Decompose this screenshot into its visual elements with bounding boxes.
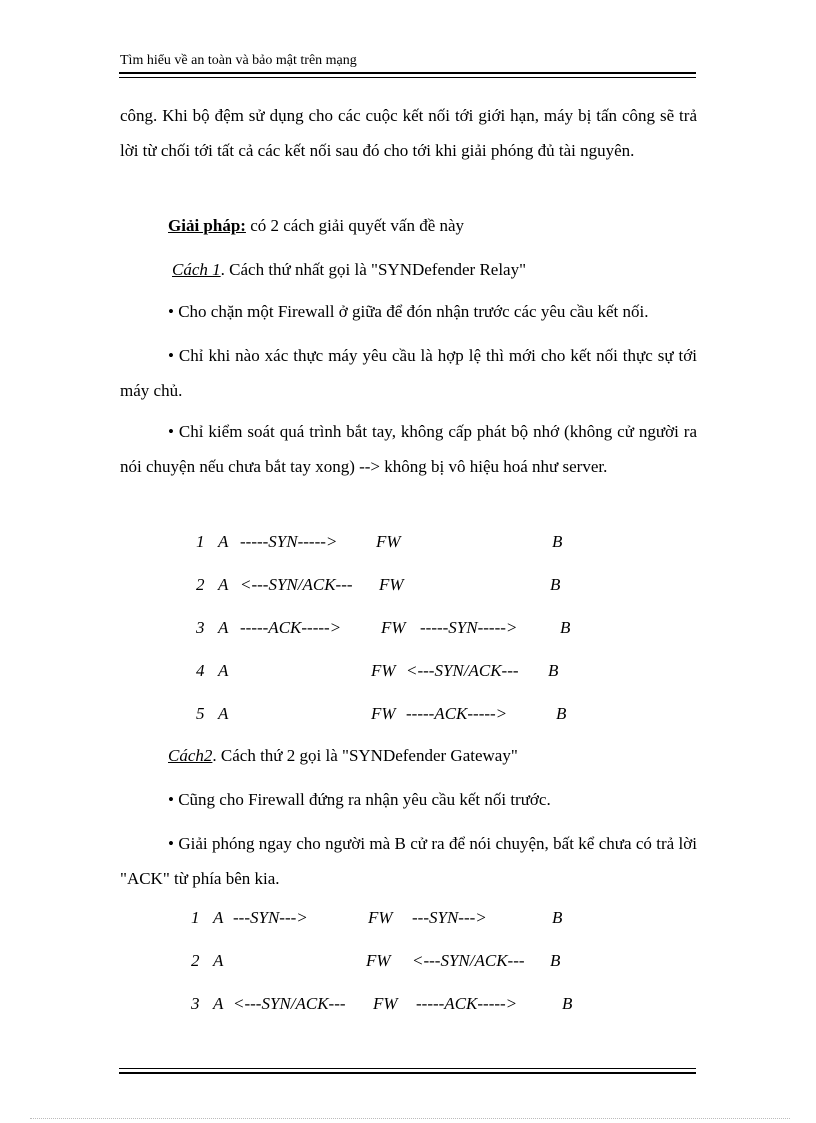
flow-fw: FW	[371, 704, 396, 723]
running-header: Tìm hiểu về an toàn và bảo mật trên mạng	[120, 53, 357, 68]
flow-msg2: -----ACK----->	[416, 994, 518, 1013]
flow-a: A	[213, 951, 224, 970]
method1-text: . Cách thứ nhất gọi là "SYNDefender Relay"	[220, 260, 527, 279]
flow-fw: FW	[379, 575, 404, 594]
flow-fw: FW	[368, 908, 393, 927]
solution-line	[168, 216, 464, 236]
flow-fw: FW	[376, 532, 401, 551]
bullet-5: • Giải phóng ngay cho người mà B cử ra để nói chuyện, bất kể chưa có trả lời "ACK" từ phía bên kia.	[120, 834, 697, 888]
footer-rule	[119, 1068, 696, 1074]
flow-a: A	[218, 661, 229, 680]
flow-msg1: <---SYN/ACK---	[240, 575, 353, 594]
bullet-1: • Cho chặn một Firewall ở giữa để đón nhận trước các yêu cầu kết nối.	[168, 302, 649, 321]
flow-msg2: ---SYN--->	[412, 908, 487, 927]
bullet-3: • Chỉ kiểm soát quá trình bắt tay, không cấp phát bộ nhớ (không cử người ra nói chuyện nếu chưa bắt tay xong) --> không bị vô hiệu hoá như server.	[120, 422, 697, 476]
flow-b: B	[552, 532, 563, 551]
flow-a: A	[218, 532, 229, 551]
flow-n: 3	[196, 618, 205, 637]
flow-a: A	[218, 618, 229, 637]
flow-a: A	[218, 704, 229, 723]
flow-msg2: -----SYN----->	[420, 618, 518, 637]
flow-msg2: -----ACK----->	[406, 704, 508, 723]
flow-a: A	[218, 575, 229, 594]
flow-fw: FW	[371, 661, 396, 680]
flow-n: 1	[196, 532, 205, 551]
flow-n: 2	[191, 951, 200, 970]
method1-line	[172, 260, 526, 280]
bullet-2: • Chỉ khi nào xác thực máy yêu cầu là hợp lệ thì mới cho kết nối thực sự tới máy chủ.	[120, 346, 697, 400]
method1-label: Cách 1	[172, 260, 221, 279]
flow-b: B	[562, 994, 573, 1013]
flow-b: B	[550, 951, 561, 970]
method2-line	[168, 746, 518, 766]
method2-text: . Cách thứ 2 gọi là "SYNDefender Gateway"	[212, 746, 518, 765]
flow-msg1: -----SYN----->	[240, 532, 338, 551]
flow-msg2: <---SYN/ACK---	[412, 951, 525, 970]
method2-label: Cách2	[168, 746, 213, 765]
flow-n: 2	[196, 575, 205, 594]
flow-b: B	[560, 618, 571, 637]
header-rule	[119, 72, 696, 78]
page-edge	[30, 1118, 790, 1119]
flow-msg1: ---SYN--->	[233, 908, 308, 927]
solution-text: có 2 cách giải quyết vấn đề này	[245, 216, 465, 235]
flow-msg1: <---SYN/ACK---	[233, 994, 346, 1013]
flow-fw: FW	[373, 994, 398, 1013]
flow-b: B	[548, 661, 559, 680]
flow-msg1: -----ACK----->	[240, 618, 342, 637]
flow-b: B	[556, 704, 567, 723]
flow-a: A	[213, 994, 224, 1013]
flow-b: B	[550, 575, 561, 594]
solution-label: Giải pháp:	[168, 216, 246, 235]
flow-msg2: <---SYN/ACK---	[406, 661, 519, 680]
flow-a: A	[213, 908, 224, 927]
bullet-4: • Cũng cho Firewall đứng ra nhận yêu cầu kết nối trước.	[168, 790, 551, 809]
flow-fw: FW	[381, 618, 406, 637]
paragraph-continuation: công. Khi bộ đệm sử dụng cho các cuộc kết nối tới giới hạn, máy bị tấn công sẽ trả lời từ chối tới tất cả các kết nối sau đó cho tới khi giải phóng đủ tài nguyên.	[120, 106, 697, 160]
flow-b: B	[552, 908, 563, 927]
flow-n: 4	[196, 661, 205, 680]
flow-fw: FW	[366, 951, 391, 970]
flow-n: 1	[191, 908, 200, 927]
flow-n: 3	[191, 994, 200, 1013]
flow-n: 5	[196, 704, 205, 723]
